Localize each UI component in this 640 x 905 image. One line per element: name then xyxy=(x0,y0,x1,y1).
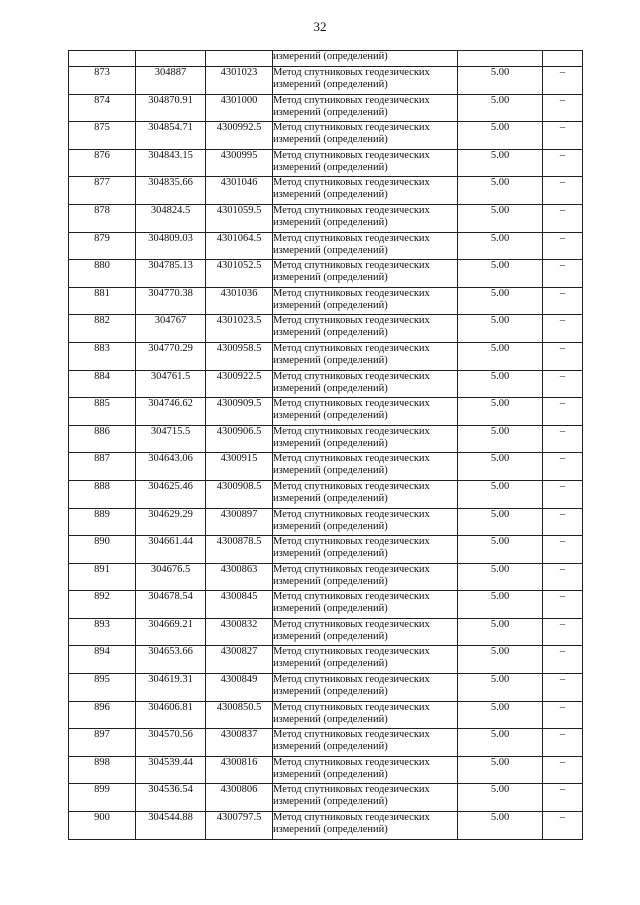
y-coordinate-cell: 4301036 xyxy=(206,287,273,315)
x-coordinate-cell: 304887 xyxy=(136,67,206,95)
x-coordinate-cell: 304770.38 xyxy=(136,287,206,315)
point-number-cell: 893 xyxy=(69,618,136,646)
method-line-1: Метод спутниковых геодезических xyxy=(273,398,430,410)
method-line-2: измерений (определений) xyxy=(273,768,388,780)
method-cell xyxy=(273,177,458,205)
x-coordinate-cell: 304606.81 xyxy=(136,701,206,729)
y-coordinate-cell: 4300878.5 xyxy=(206,536,273,564)
precision-cell: 5.00 xyxy=(458,94,543,122)
x-coordinate-cell: 304653.66 xyxy=(136,646,206,674)
description-cell: – xyxy=(543,480,583,508)
description-cell: – xyxy=(543,536,583,564)
x-coordinate-cell: 304678.54 xyxy=(136,591,206,619)
description-cell: – xyxy=(543,563,583,591)
table-row xyxy=(69,618,583,646)
method-line-1: Метод спутниковых геодезических xyxy=(273,453,430,465)
y-coordinate-cell: 4300850.5 xyxy=(206,701,273,729)
table-cell xyxy=(543,51,583,67)
point-number-cell: 881 xyxy=(69,287,136,315)
method-cell xyxy=(273,812,458,840)
point-number-cell: 887 xyxy=(69,453,136,481)
method-line-1: Метод спутниковых геодезических xyxy=(273,370,430,382)
table-row xyxy=(69,591,583,619)
y-coordinate-cell: 4300863 xyxy=(206,563,273,591)
y-coordinate-cell: 4300816 xyxy=(206,756,273,784)
method-line-1: Метод спутниковых геодезических xyxy=(273,177,430,189)
precision-cell: 5.00 xyxy=(458,618,543,646)
point-number-cell: 894 xyxy=(69,646,136,674)
method-line-1: Метод спутниковых геодезических xyxy=(273,287,430,299)
table-row xyxy=(69,67,583,95)
method-line-1: Метод спутниковых геодезических xyxy=(273,508,430,520)
description-cell: – xyxy=(543,177,583,205)
description-cell: – xyxy=(543,260,583,288)
method-cell xyxy=(273,67,458,95)
table-row xyxy=(69,674,583,702)
method-line-1: Метод спутниковых геодезических xyxy=(273,756,430,768)
table-cell xyxy=(136,51,206,67)
method-cell xyxy=(273,315,458,343)
method-line-2: измерений (определений) xyxy=(273,603,388,615)
precision-cell: 5.00 xyxy=(458,756,543,784)
y-coordinate-cell: 4300845 xyxy=(206,591,273,619)
table-row xyxy=(69,536,583,564)
method-line-1: Метод спутниковых геодезических xyxy=(273,260,430,272)
y-coordinate-cell: 4300832 xyxy=(206,618,273,646)
precision-cell: 5.00 xyxy=(458,701,543,729)
table-row xyxy=(69,94,583,122)
method-cell xyxy=(273,149,458,177)
description-cell: – xyxy=(543,204,583,232)
y-coordinate-cell: 4301064.5 xyxy=(206,232,273,260)
method-line-2: измерений (определений) xyxy=(273,686,388,698)
point-number-cell: 876 xyxy=(69,149,136,177)
precision-cell: 5.00 xyxy=(458,563,543,591)
method-cell xyxy=(273,425,458,453)
precision-cell: 5.00 xyxy=(458,812,543,840)
method-line-1: Метод спутниковых геодезических xyxy=(273,563,430,575)
method-line-2: измерений (определений) xyxy=(273,382,388,394)
method-line-2: измерений (определений) xyxy=(273,741,388,753)
table-row-continued xyxy=(69,51,583,67)
method-cell xyxy=(273,701,458,729)
precision-cell: 5.00 xyxy=(458,508,543,536)
precision-cell: 5.00 xyxy=(458,342,543,370)
method-cell xyxy=(273,287,458,315)
x-coordinate-cell: 304809.03 xyxy=(136,232,206,260)
precision-cell: 5.00 xyxy=(458,591,543,619)
method-line-1: Метод спутниковых геодезических xyxy=(273,122,430,134)
description-cell: – xyxy=(543,729,583,757)
x-coordinate-cell: 304824.5 xyxy=(136,204,206,232)
method-line-1: Метод спутниковых геодезических xyxy=(273,674,430,686)
method-cell xyxy=(273,508,458,536)
y-coordinate-cell: 4300992.5 xyxy=(206,122,273,150)
table-row xyxy=(69,260,583,288)
method-line-2: измерений (определений) xyxy=(273,354,388,366)
method-line-1: Метод спутниковых геодезических xyxy=(273,536,430,548)
x-coordinate-cell: 304669.21 xyxy=(136,618,206,646)
description-cell: – xyxy=(543,122,583,150)
x-coordinate-cell: 304715.5 xyxy=(136,425,206,453)
method-cell xyxy=(273,122,458,150)
point-number-cell: 877 xyxy=(69,177,136,205)
precision-cell: 5.00 xyxy=(458,370,543,398)
table-row xyxy=(69,287,583,315)
description-cell: – xyxy=(543,370,583,398)
method-cell xyxy=(273,784,458,812)
method-line-2: измерений (определений) xyxy=(273,575,388,587)
x-coordinate-cell: 304570.56 xyxy=(136,729,206,757)
precision-cell: 5.00 xyxy=(458,67,543,95)
coordinates-table xyxy=(68,50,583,840)
method-cell xyxy=(273,398,458,426)
description-cell: – xyxy=(543,232,583,260)
method-line-1: Метод спутниковых геодезических xyxy=(273,67,430,78)
method-cell xyxy=(273,756,458,784)
x-coordinate-cell: 304843.15 xyxy=(136,149,206,177)
y-coordinate-cell: 4301046 xyxy=(206,177,273,205)
method-line-1: Метод спутниковых геодезических xyxy=(273,591,430,603)
method-cell xyxy=(273,204,458,232)
table-cell xyxy=(69,51,136,67)
y-coordinate-cell: 4301059.5 xyxy=(206,204,273,232)
table-row xyxy=(69,149,583,177)
method-line-2: измерений (определений) xyxy=(273,299,388,311)
description-cell: – xyxy=(543,398,583,426)
x-coordinate-cell: 304761.5 xyxy=(136,370,206,398)
x-coordinate-cell: 304544.88 xyxy=(136,812,206,840)
method-line-1: Метод спутниковых геодезических xyxy=(273,425,430,437)
table-row xyxy=(69,453,583,481)
point-number-cell: 891 xyxy=(69,563,136,591)
precision-cell: 5.00 xyxy=(458,536,543,564)
description-cell: – xyxy=(543,508,583,536)
point-number-cell: 899 xyxy=(69,784,136,812)
x-coordinate-cell: 304746.62 xyxy=(136,398,206,426)
precision-cell: 5.00 xyxy=(458,149,543,177)
precision-cell: 5.00 xyxy=(458,784,543,812)
y-coordinate-cell: 4300915 xyxy=(206,453,273,481)
method-line-2: измерений (определений) xyxy=(273,630,388,642)
y-coordinate-cell: 4300958.5 xyxy=(206,342,273,370)
description-cell: – xyxy=(543,94,583,122)
table-row xyxy=(69,398,583,426)
table-row xyxy=(69,425,583,453)
precision-cell: 5.00 xyxy=(458,646,543,674)
method-line-2: измерений (определений) xyxy=(273,216,388,228)
description-cell: – xyxy=(543,756,583,784)
method-cell xyxy=(273,453,458,481)
x-coordinate-cell: 304676.5 xyxy=(136,563,206,591)
method-cell xyxy=(273,674,458,702)
point-number-cell: 889 xyxy=(69,508,136,536)
table-row xyxy=(69,480,583,508)
method-cell xyxy=(273,591,458,619)
method-line-2: измерений (определений) xyxy=(273,161,388,173)
point-number-cell: 892 xyxy=(69,591,136,619)
y-coordinate-cell: 4300909.5 xyxy=(206,398,273,426)
table-row xyxy=(69,122,583,150)
method-line-1: Метод спутниковых геодезических xyxy=(273,315,430,327)
x-coordinate-cell: 304854.71 xyxy=(136,122,206,150)
description-cell: – xyxy=(543,812,583,840)
method-cell xyxy=(273,260,458,288)
table-row xyxy=(69,204,583,232)
description-cell: – xyxy=(543,342,583,370)
description-cell: – xyxy=(543,591,583,619)
method-line-2: измерений (определений) xyxy=(273,327,388,339)
x-coordinate-cell: 304619.31 xyxy=(136,674,206,702)
table-row xyxy=(69,508,583,536)
point-number-cell: 896 xyxy=(69,701,136,729)
x-coordinate-cell: 304661.44 xyxy=(136,536,206,564)
y-coordinate-cell: 4301023.5 xyxy=(206,315,273,343)
description-cell: – xyxy=(543,618,583,646)
y-coordinate-cell: 4300922.5 xyxy=(206,370,273,398)
method-line-2: измерений (определений) xyxy=(273,437,388,449)
description-cell: – xyxy=(543,646,583,674)
precision-cell: 5.00 xyxy=(458,287,543,315)
method-line-1: Метод спутниковых геодезических xyxy=(273,480,430,492)
precision-cell: 5.00 xyxy=(458,729,543,757)
point-number-cell: 880 xyxy=(69,260,136,288)
method-line-1: Метод спутниковых геодезических xyxy=(273,618,430,630)
x-coordinate-cell: 304625.46 xyxy=(136,480,206,508)
x-coordinate-cell: 304539.44 xyxy=(136,756,206,784)
method-line-1: Метод спутниковых геодезических xyxy=(273,342,430,354)
method-cell xyxy=(273,536,458,564)
precision-cell: 5.00 xyxy=(458,204,543,232)
point-number-cell: 885 xyxy=(69,398,136,426)
method-line-1: Метод спутниковых геодезических xyxy=(273,812,430,824)
y-coordinate-cell: 4300897 xyxy=(206,508,273,536)
table-cell xyxy=(206,51,273,67)
precision-cell: 5.00 xyxy=(458,232,543,260)
point-number-cell: 874 xyxy=(69,94,136,122)
y-coordinate-cell: 4300906.5 xyxy=(206,425,273,453)
point-number-cell: 895 xyxy=(69,674,136,702)
method-cell xyxy=(273,729,458,757)
y-coordinate-cell: 4300908.5 xyxy=(206,480,273,508)
y-coordinate-cell: 4301000 xyxy=(206,94,273,122)
precision-cell: 5.00 xyxy=(458,122,543,150)
description-cell: – xyxy=(543,67,583,95)
precision-cell: 5.00 xyxy=(458,315,543,343)
method-line-2: измерений (определений) xyxy=(273,492,388,504)
precision-cell: 5.00 xyxy=(458,398,543,426)
table-row xyxy=(69,177,583,205)
point-number-cell: 900 xyxy=(69,812,136,840)
method-line-2: измерений (определений) xyxy=(273,244,388,256)
precision-cell: 5.00 xyxy=(458,453,543,481)
y-coordinate-cell: 4300849 xyxy=(206,674,273,702)
coordinates-table-body xyxy=(69,51,583,840)
precision-cell: 5.00 xyxy=(458,480,543,508)
method-line-1: Метод спутниковых геодезических xyxy=(273,646,430,658)
table-cell xyxy=(458,51,543,67)
description-cell: – xyxy=(543,674,583,702)
x-coordinate-cell: 304785.13 xyxy=(136,260,206,288)
method-line-2: измерений (определений) xyxy=(273,134,388,146)
method-cell xyxy=(273,563,458,591)
method-line-2: измерений (определений) xyxy=(273,272,388,284)
method-cell xyxy=(273,370,458,398)
x-coordinate-cell: 304767 xyxy=(136,315,206,343)
description-cell: – xyxy=(543,453,583,481)
table-row xyxy=(69,701,583,729)
method-line-1: Метод спутниковых геодезических xyxy=(273,232,430,244)
x-coordinate-cell: 304629.29 xyxy=(136,508,206,536)
point-number-cell: 883 xyxy=(69,342,136,370)
point-number-cell: 878 xyxy=(69,204,136,232)
table-row xyxy=(69,756,583,784)
table-row xyxy=(69,370,583,398)
method-line-1: Метод спутниковых геодезических xyxy=(273,94,430,106)
method-cell xyxy=(273,342,458,370)
x-coordinate-cell: 304536.54 xyxy=(136,784,206,812)
table-row xyxy=(69,812,583,840)
method-cell xyxy=(273,232,458,260)
y-coordinate-cell: 4300837 xyxy=(206,729,273,757)
y-coordinate-cell: 4300995 xyxy=(206,149,273,177)
description-cell: – xyxy=(543,149,583,177)
method-line-2: измерений (определений) xyxy=(273,465,388,477)
y-coordinate-cell: 4301023 xyxy=(206,67,273,95)
precision-cell: 5.00 xyxy=(458,674,543,702)
point-number-cell: 879 xyxy=(69,232,136,260)
point-number-cell: 888 xyxy=(69,480,136,508)
description-cell: – xyxy=(543,701,583,729)
method-line-1: Метод спутниковых геодезических xyxy=(273,701,430,713)
method-cell xyxy=(273,618,458,646)
method-line-2: измерений (определений) xyxy=(273,658,388,670)
table-row xyxy=(69,729,583,757)
method-line-2: измерений (определений) xyxy=(273,189,388,201)
point-number-cell: 886 xyxy=(69,425,136,453)
table-row xyxy=(69,563,583,591)
method-line-1: Метод спутниковых геодезических xyxy=(273,729,430,741)
table-row xyxy=(69,315,583,343)
page-number: 32 xyxy=(313,19,327,34)
description-cell: – xyxy=(543,287,583,315)
description-cell: – xyxy=(543,315,583,343)
method-cell xyxy=(273,480,458,508)
table-row xyxy=(69,784,583,812)
method-line-1: Метод спутниковых геодезических xyxy=(273,149,430,161)
method-line-1: Метод спутниковых геодезических xyxy=(273,784,430,796)
table-row xyxy=(69,232,583,260)
table-row xyxy=(69,646,583,674)
table-row xyxy=(69,342,583,370)
point-number-cell: 882 xyxy=(69,315,136,343)
description-cell: – xyxy=(543,425,583,453)
method-cell xyxy=(273,646,458,674)
point-number-cell: 897 xyxy=(69,729,136,757)
method-cell xyxy=(273,94,458,122)
y-coordinate-cell: 4300827 xyxy=(206,646,273,674)
method-line-2: измерений (определений) xyxy=(273,79,388,90)
point-number-cell: 875 xyxy=(69,122,136,150)
method-cell-continued: измерений (определений) xyxy=(273,51,458,67)
precision-cell: 5.00 xyxy=(458,177,543,205)
method-line-2: измерений (определений) xyxy=(273,796,388,808)
point-number-cell: 873 xyxy=(69,67,136,95)
method-line-2: измерений (определений) xyxy=(273,106,388,118)
y-coordinate-cell: 4301052.5 xyxy=(206,260,273,288)
method-line-2: измерений (определений) xyxy=(273,713,388,725)
method-line-2: измерений (определений) xyxy=(273,410,388,422)
y-coordinate-cell: 4300806 xyxy=(206,784,273,812)
method-line-2: измерений (определений) xyxy=(273,548,388,560)
x-coordinate-cell: 304835.66 xyxy=(136,177,206,205)
description-cell: – xyxy=(543,784,583,812)
x-coordinate-cell: 304643.06 xyxy=(136,453,206,481)
method-line-2: измерений (определений) xyxy=(273,520,388,532)
y-coordinate-cell: 4300797.5 xyxy=(206,812,273,840)
precision-cell: 5.00 xyxy=(458,260,543,288)
x-coordinate-cell: 304870.91 xyxy=(136,94,206,122)
precision-cell: 5.00 xyxy=(458,425,543,453)
point-number-cell: 898 xyxy=(69,756,136,784)
point-number-cell: 890 xyxy=(69,536,136,564)
x-coordinate-cell: 304770.29 xyxy=(136,342,206,370)
method-line-1: Метод спутниковых геодезических xyxy=(273,204,430,216)
method-line-2: измерений (определений) xyxy=(273,824,388,836)
point-number-cell: 884 xyxy=(69,370,136,398)
